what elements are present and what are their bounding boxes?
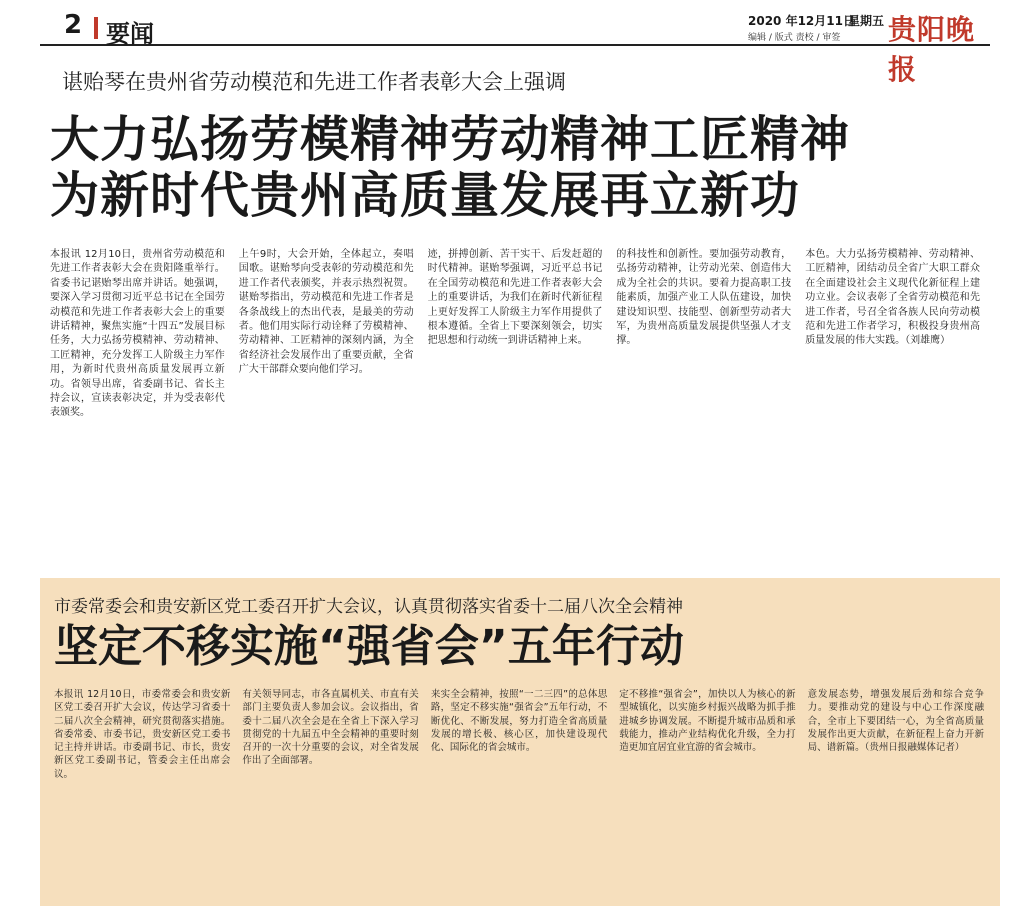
issue-weekday: 星期五 (848, 14, 885, 28)
article-2-column: 来实全会精神，按照“一二三四”的总体思路，坚定不移实施“强省会”五年行动，不断优化、不断发展，努力打造全省高质量发展的增长极、核心区，加快建设现代化、国际化的省会城市。 (430, 689, 608, 754)
article-2-body (54, 688, 984, 896)
article-1-headline (50, 112, 850, 224)
article-1-column: 上午9时，大会开始，全体起立，奏唱国歌。谌贻琴向受表彰的劳动模范和先进工作者代表颁奖，并表示热烈祝贺。谌贻琴指出，劳动模范和先进工作者是各条战线上的杰出代表，是最美的劳动者。他们用实际行动诠释了劳模精神、劳动精神、工匠精神的深刻内涵，为全省经济社会发展作出了重要贡献，全省广大干部群众要向他们学习。 (238, 249, 414, 376)
article-1-column: 的科技性和创新性。要加强劳动教育，弘扬劳动精神，让劳动光荣、创造伟大成为全社会的共识。要着力提高职工技能素质，加强产业工人队伍建设，加快建设知识型、技能型、创新型劳动者大军，为贵州高质量发展提供坚强人才支撑。 (616, 249, 792, 347)
newspaper-logo: 贵阳晚报 (888, 13, 976, 86)
article-2-column: 意发展态势，增强发展后劲和综合竞争力。要推动党的建设与中心工作深度融合，全市上下要团结一心，为全省高质量发展作出更大贡献，在新征程上奋力开新局、谱新篇。（贵州日报融媒体记者） (807, 689, 985, 754)
issue-date: 2020 年12月11日 (748, 14, 855, 28)
article-1-column: 迹，拼搏创新、苦干实干、后发赶超的时代精神。谌贻琴强调，习近平总书记在全国劳动模范和先进工作者表彰大会上的重要讲话，为我们在新时代新征程上更好发挥工人阶级主力军作用提供了根本遵循。全省上下要深刻领会，切实把思想和行动统一到讲话精神上来。 (427, 249, 603, 347)
section-title: 要闻 (106, 20, 154, 48)
editor-credits: 编辑 / 版式 责校 / 审签 (748, 33, 841, 43)
article-2-kicker: 市委常委会和贵安新区党工委召开扩大会议，认真贯彻落实省委十二届八次全会精神 (54, 597, 683, 617)
article-2-headline: 坚定不移实施“强省会”五年行动 (54, 621, 684, 672)
article-1-kicker: 谌贻琴在贵州省劳动模范和先进工作者表彰大会上强调 (62, 70, 566, 94)
article-1-headline-line-2: 为新时代贵州高质量发展再立新功 (50, 167, 801, 224)
article-1-body (50, 248, 980, 560)
article-1-column: 本报讯 12月10日，贵州省劳动模范和先进工作者表彰大会在贵阳隆重举行。省委书记谌贻琴出席并讲话。她强调，要深入学习贯彻习近平总书记在全国劳动模范和先进工作者表彰大会上的重要讲话精神，聚焦实施“十四五”发展目标任务，大力弘扬劳模精神、劳动精神、工匠精神，充分发挥工人阶级主力军作用，为新时代贵州高质量发展再立新功。省领导出席，省委副书记、省长主持会议，宣读表彰决定，并为受表彰代表颁奖。 (50, 249, 225, 419)
section-divider (94, 17, 98, 39)
page-number: 2 (64, 10, 83, 40)
article-2 (40, 578, 1000, 906)
article-2-column: 本报讯 12月10日，市委常委会和贵安新区党工委召开扩大会议，传达学习省委十二届八次全会精神，研究贯彻落实措施。省委常委、市委书记，贵安新区党工委书记主持并讲话。市委副书记、市长，贵安新区党工委副书记，管委会主任出席会议。 (54, 689, 231, 780)
article-1-headline-line-1: 大力弘扬劳模精神劳动精神工匠精神 (50, 111, 851, 168)
article-2-column: 有关领导同志，市各直属机关、市直有关部门主要负责人参加会议。会议指出，省委十二届八次全会是在全省上下深入学习贯彻党的十九届五中全会精神的重要时刻召开的一次十分重要的会议，对全省发展作出了全面部署。 (242, 689, 419, 767)
article-1-column: 本色。大力弘扬劳模精神、劳动精神、工匠精神，团结动员全省广大职工群众在全面建设社会主义现代化新征程上建功立业。会议表彰了全省劳动模范和先进工作者，号召全省各族人民向劳动模范和先进工作者学习，积极投身贵州高质量发展的伟大实践。（刘雄鹰） (805, 249, 980, 347)
article-2-column: 定不移推“强省会”，加快以人为核心的新型城镇化，以实施乡村振兴战略为抓手推进城乡协调发展。不断提升城市品质和承载能力，推动产业结构优化升级，全力打造更加宜居宜业宜游的省会城市。 (619, 689, 796, 754)
